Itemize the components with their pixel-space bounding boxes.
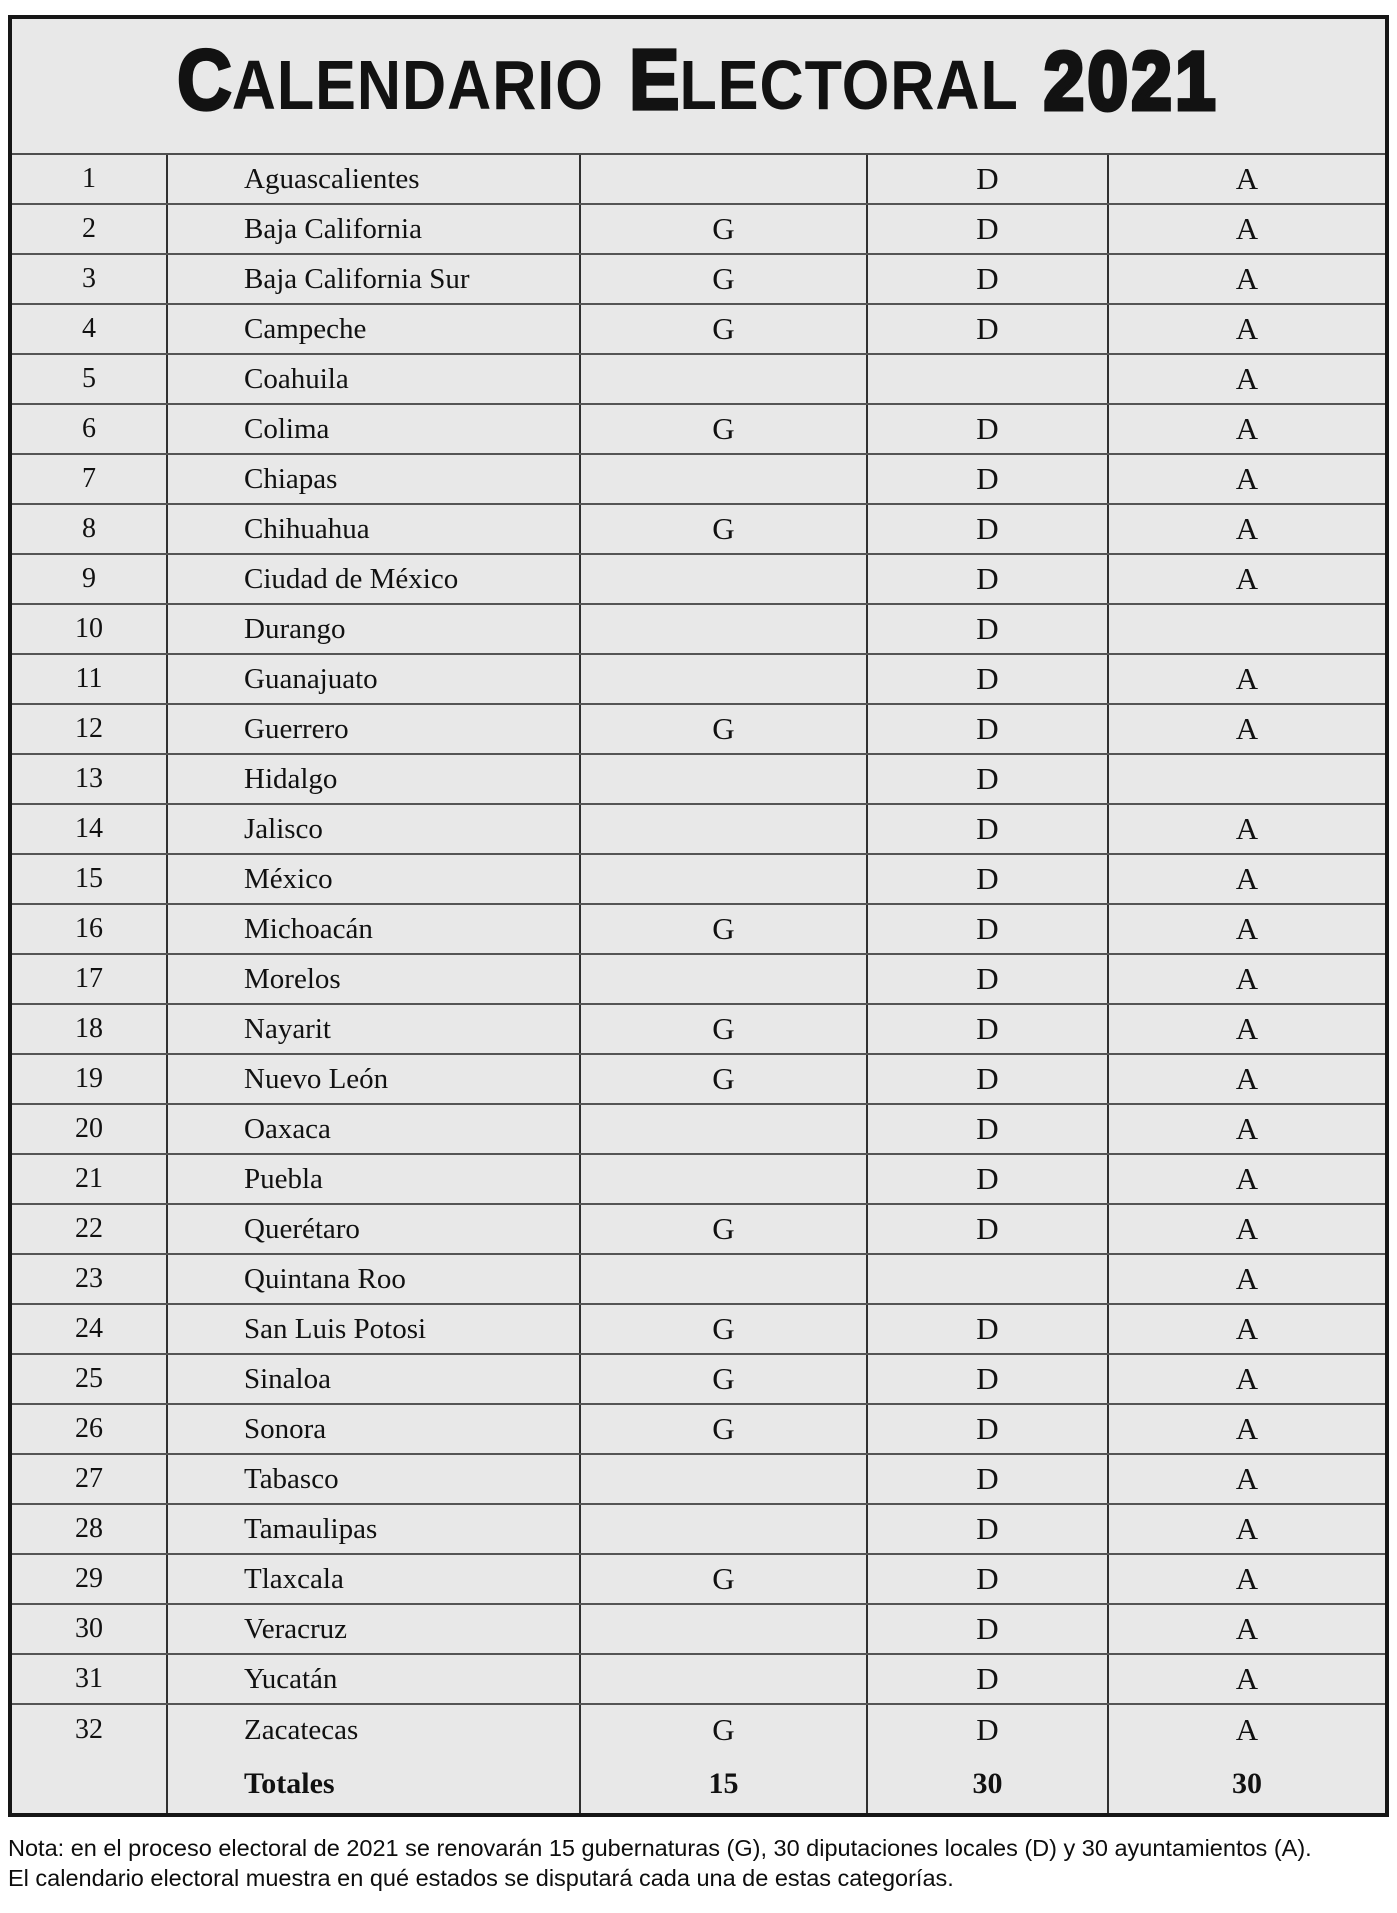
diputacion-cell: D xyxy=(866,705,1107,753)
table-row xyxy=(12,1055,1385,1105)
table-row xyxy=(12,355,1385,405)
ayuntamiento-cell: A xyxy=(1107,705,1385,753)
diputacion-cell: D xyxy=(866,305,1107,353)
row-number: 28 xyxy=(75,1513,103,1544)
state-name: Tlaxcala xyxy=(166,1555,579,1603)
diputacion-cell: D xyxy=(866,205,1107,253)
table-row xyxy=(12,1355,1385,1405)
diputacion-cell: D xyxy=(866,1005,1107,1053)
totals-gubernaturas: 15 xyxy=(579,1755,866,1813)
diputacion-cell: D xyxy=(866,605,1107,653)
table-row xyxy=(12,1655,1385,1705)
state-name: Sonora xyxy=(166,1405,579,1453)
gubernatura-cell: G xyxy=(579,1705,866,1755)
state-name: Baja California Sur xyxy=(166,255,579,303)
row-number: 6 xyxy=(82,413,96,444)
state-name: Morelos xyxy=(166,955,579,1003)
diputacion-cell: D xyxy=(866,405,1107,453)
row-number: 15 xyxy=(75,863,103,894)
row-number: 24 xyxy=(75,1313,103,1344)
state-name: Yucatán xyxy=(166,1655,579,1703)
ayuntamiento-cell: A xyxy=(1107,1655,1385,1703)
gubernatura-cell: G xyxy=(579,1005,866,1053)
row-number: 3 xyxy=(82,263,96,294)
row-number: 7 xyxy=(82,463,96,494)
state-name: Querétaro xyxy=(166,1205,579,1253)
table-row xyxy=(12,1505,1385,1555)
diputacion-cell: D xyxy=(866,1455,1107,1503)
gubernatura-cell: G xyxy=(579,1055,866,1103)
state-name: Veracruz xyxy=(166,1605,579,1653)
state-name: Aguascalientes xyxy=(166,155,579,203)
ayuntamiento-cell: A xyxy=(1107,1255,1385,1303)
diputacion-cell: D xyxy=(866,555,1107,603)
table-row xyxy=(12,1155,1385,1205)
row-number: 20 xyxy=(75,1113,103,1144)
diputacion-cell: D xyxy=(866,905,1107,953)
row-number: 10 xyxy=(75,613,103,644)
ayuntamiento-cell: A xyxy=(1107,855,1385,903)
gubernatura-cell xyxy=(579,1655,866,1703)
ayuntamiento-cell: A xyxy=(1107,1605,1385,1653)
table-row xyxy=(12,1205,1385,1255)
gubernatura-cell xyxy=(579,455,866,503)
gubernatura-cell xyxy=(579,355,866,403)
totals-label: Totales xyxy=(166,1755,579,1813)
state-name: Quintana Roo xyxy=(166,1255,579,1303)
state-name: Chiapas xyxy=(166,455,579,503)
diputacion-cell: D xyxy=(866,1305,1107,1353)
row-number: 31 xyxy=(75,1663,103,1694)
table-row xyxy=(12,155,1385,205)
ayuntamiento-cell: A xyxy=(1107,405,1385,453)
row-number: 27 xyxy=(75,1463,103,1494)
electoral-calendar-table xyxy=(8,15,1389,1817)
gubernatura-cell: G xyxy=(579,255,866,303)
ayuntamiento-cell: A xyxy=(1107,455,1385,503)
table-row xyxy=(12,655,1385,705)
diputacion-cell: D xyxy=(866,1705,1107,1755)
ayuntamiento-cell: A xyxy=(1107,805,1385,853)
table-row xyxy=(12,1555,1385,1605)
state-name: Colima xyxy=(166,405,579,453)
table-row xyxy=(12,205,1385,255)
gubernatura-cell xyxy=(579,1155,866,1203)
row-number: 1 xyxy=(82,163,96,194)
table-row xyxy=(12,1455,1385,1505)
row-number: 17 xyxy=(75,963,103,994)
state-name: México xyxy=(166,855,579,903)
gubernatura-cell: G xyxy=(579,1305,866,1353)
ayuntamiento-cell: A xyxy=(1107,1405,1385,1453)
ayuntamiento-cell: A xyxy=(1107,155,1385,203)
gubernatura-cell: G xyxy=(579,1205,866,1253)
ayuntamiento-cell: A xyxy=(1107,1705,1385,1755)
table-row xyxy=(12,805,1385,855)
diputacion-cell: D xyxy=(866,855,1107,903)
ayuntamiento-cell: A xyxy=(1107,905,1385,953)
title-initial-c: C xyxy=(177,30,233,128)
row-number: 30 xyxy=(75,1613,103,1644)
ayuntamiento-cell: A xyxy=(1107,1355,1385,1403)
row-number: 29 xyxy=(75,1563,103,1594)
state-name: Puebla xyxy=(166,1155,579,1203)
row-number: 25 xyxy=(75,1363,103,1394)
diputacion-cell: D xyxy=(866,1605,1107,1653)
row-number: 22 xyxy=(75,1213,103,1244)
state-name: Coahuila xyxy=(166,355,579,403)
gubernatura-cell xyxy=(579,955,866,1003)
state-name: Zacatecas xyxy=(166,1705,579,1755)
row-number: 16 xyxy=(75,913,103,944)
row-number: 32 xyxy=(75,1714,103,1745)
title-text xyxy=(177,29,1219,140)
diputacion-cell: D xyxy=(866,1405,1107,1453)
gubernatura-cell: G xyxy=(579,1555,866,1603)
gubernatura-cell xyxy=(579,1455,866,1503)
table-row xyxy=(12,305,1385,355)
table-row xyxy=(12,705,1385,755)
row-number: 19 xyxy=(75,1063,103,1094)
gubernatura-cell: G xyxy=(579,1405,866,1453)
ayuntamiento-cell: A xyxy=(1107,355,1385,403)
gubernatura-cell: G xyxy=(579,1355,866,1403)
row-number: 9 xyxy=(82,563,96,594)
diputacion-cell: D xyxy=(866,1655,1107,1703)
state-name: San Luis Potosi xyxy=(166,1305,579,1353)
diputacion-cell xyxy=(866,1255,1107,1303)
row-number: 11 xyxy=(75,663,103,694)
row-number: 21 xyxy=(75,1163,103,1194)
title-initial-e: E xyxy=(629,30,680,128)
footnote-line-2: El calendario electoral muestra en qué estados se disputará cada una de estas categorías. xyxy=(8,1865,954,1891)
totals-ayuntamientos: 30 xyxy=(1107,1755,1385,1813)
state-name: Michoacán xyxy=(166,905,579,953)
row-number: 26 xyxy=(75,1413,103,1444)
table-row xyxy=(12,755,1385,805)
gubernatura-cell xyxy=(579,755,866,803)
ayuntamiento-cell: A xyxy=(1107,305,1385,353)
gubernatura-cell xyxy=(579,1255,866,1303)
ayuntamiento-cell: A xyxy=(1107,1455,1385,1503)
row-number: 18 xyxy=(75,1013,103,1044)
diputacion-cell xyxy=(866,355,1107,403)
ayuntamiento-cell: A xyxy=(1107,555,1385,603)
table-row xyxy=(12,405,1385,455)
ayuntamiento-cell: A xyxy=(1107,955,1385,1003)
state-name: Campeche xyxy=(166,305,579,353)
footnote xyxy=(8,1833,1393,1893)
state-name: Guerrero xyxy=(166,705,579,753)
diputacion-cell: D xyxy=(866,1505,1107,1553)
gubernatura-cell xyxy=(579,1505,866,1553)
ayuntamiento-cell: A xyxy=(1107,1305,1385,1353)
footnote-line-1: Nota: en el proceso electoral de 2021 se renovarán 15 gubernaturas (G), 30 diputaciones locales (D) y 30 ayuntamientos (A). xyxy=(8,1835,1312,1861)
row-number: 23 xyxy=(75,1263,103,1294)
table-row xyxy=(12,1105,1385,1155)
diputacion-cell: D xyxy=(866,255,1107,303)
ayuntamiento-cell: A xyxy=(1107,1505,1385,1553)
ayuntamiento-cell xyxy=(1107,605,1385,653)
row-number: 12 xyxy=(75,713,103,744)
ayuntamiento-cell: A xyxy=(1107,205,1385,253)
totals-row xyxy=(12,1755,1385,1813)
diputacion-cell: D xyxy=(866,805,1107,853)
state-name: Hidalgo xyxy=(166,755,579,803)
diputacion-cell: D xyxy=(866,155,1107,203)
gubernatura-cell xyxy=(579,655,866,703)
state-name: Tamaulipas xyxy=(166,1505,579,1553)
state-name: Tabasco xyxy=(166,1455,579,1503)
table-row xyxy=(12,1255,1385,1305)
title-year: 2021 xyxy=(1044,34,1220,127)
gubernatura-cell: G xyxy=(579,405,866,453)
gubernatura-cell xyxy=(579,805,866,853)
table-title xyxy=(12,19,1385,155)
ayuntamiento-cell: A xyxy=(1107,655,1385,703)
diputacion-cell: D xyxy=(866,1105,1107,1153)
diputacion-cell: D xyxy=(866,1155,1107,1203)
gubernatura-cell xyxy=(579,855,866,903)
totals-diputaciones: 30 xyxy=(866,1755,1107,1813)
ayuntamiento-cell: A xyxy=(1107,505,1385,553)
gubernatura-cell: G xyxy=(579,305,866,353)
state-name: Sinaloa xyxy=(166,1355,579,1403)
diputacion-cell: D xyxy=(866,505,1107,553)
gubernatura-cell xyxy=(579,555,866,603)
state-name: Chihuahua xyxy=(166,505,579,553)
table-row xyxy=(12,1605,1385,1655)
diputacion-cell: D xyxy=(866,955,1107,1003)
state-name: Durango xyxy=(166,605,579,653)
state-name: Nayarit xyxy=(166,1005,579,1053)
table-body xyxy=(12,155,1385,1755)
diputacion-cell: D xyxy=(866,655,1107,703)
diputacion-cell: D xyxy=(866,1055,1107,1103)
gubernatura-cell: G xyxy=(579,205,866,253)
row-number: 13 xyxy=(75,763,103,794)
row-number: 8 xyxy=(82,513,96,544)
state-name: Baja California xyxy=(166,205,579,253)
table-row xyxy=(12,1705,1385,1755)
state-name: Guanajuato xyxy=(166,655,579,703)
gubernatura-cell: G xyxy=(579,505,866,553)
diputacion-cell: D xyxy=(866,1205,1107,1253)
table-row xyxy=(12,605,1385,655)
diputacion-cell: D xyxy=(866,755,1107,803)
totals-empty-cell xyxy=(12,1755,166,1813)
ayuntamiento-cell: A xyxy=(1107,1205,1385,1253)
ayuntamiento-cell: A xyxy=(1107,1155,1385,1203)
gubernatura-cell xyxy=(579,155,866,203)
table-row xyxy=(12,255,1385,305)
table-row xyxy=(12,555,1385,605)
gubernatura-cell: G xyxy=(579,905,866,953)
ayuntamiento-cell: A xyxy=(1107,1105,1385,1153)
ayuntamiento-cell: A xyxy=(1107,1005,1385,1053)
title-word-calendario: ALENDARIO xyxy=(232,47,605,125)
state-name: Nuevo León xyxy=(166,1055,579,1103)
ayuntamiento-cell: A xyxy=(1107,255,1385,303)
table-row xyxy=(12,955,1385,1005)
title-word-electoral: LECTORAL xyxy=(679,47,1020,125)
ayuntamiento-cell xyxy=(1107,755,1385,803)
gubernatura-cell xyxy=(579,1105,866,1153)
diputacion-cell: D xyxy=(866,1555,1107,1603)
table-row xyxy=(12,855,1385,905)
gubernatura-cell xyxy=(579,1605,866,1653)
gubernatura-cell: G xyxy=(579,705,866,753)
state-name: Oaxaca xyxy=(166,1105,579,1153)
row-number: 5 xyxy=(82,363,96,394)
gubernatura-cell xyxy=(579,605,866,653)
ayuntamiento-cell: A xyxy=(1107,1555,1385,1603)
table-row xyxy=(12,455,1385,505)
diputacion-cell: D xyxy=(866,1355,1107,1403)
diputacion-cell: D xyxy=(866,455,1107,503)
state-name: Ciudad de México xyxy=(166,555,579,603)
table-row xyxy=(12,1005,1385,1055)
row-number: 4 xyxy=(82,313,96,344)
table-row xyxy=(12,905,1385,955)
table-row xyxy=(12,1305,1385,1355)
row-number: 14 xyxy=(75,813,103,844)
table-row xyxy=(12,505,1385,555)
table-row xyxy=(12,1405,1385,1455)
row-number: 2 xyxy=(82,213,96,244)
ayuntamiento-cell: A xyxy=(1107,1055,1385,1103)
state-name: Jalisco xyxy=(166,805,579,853)
